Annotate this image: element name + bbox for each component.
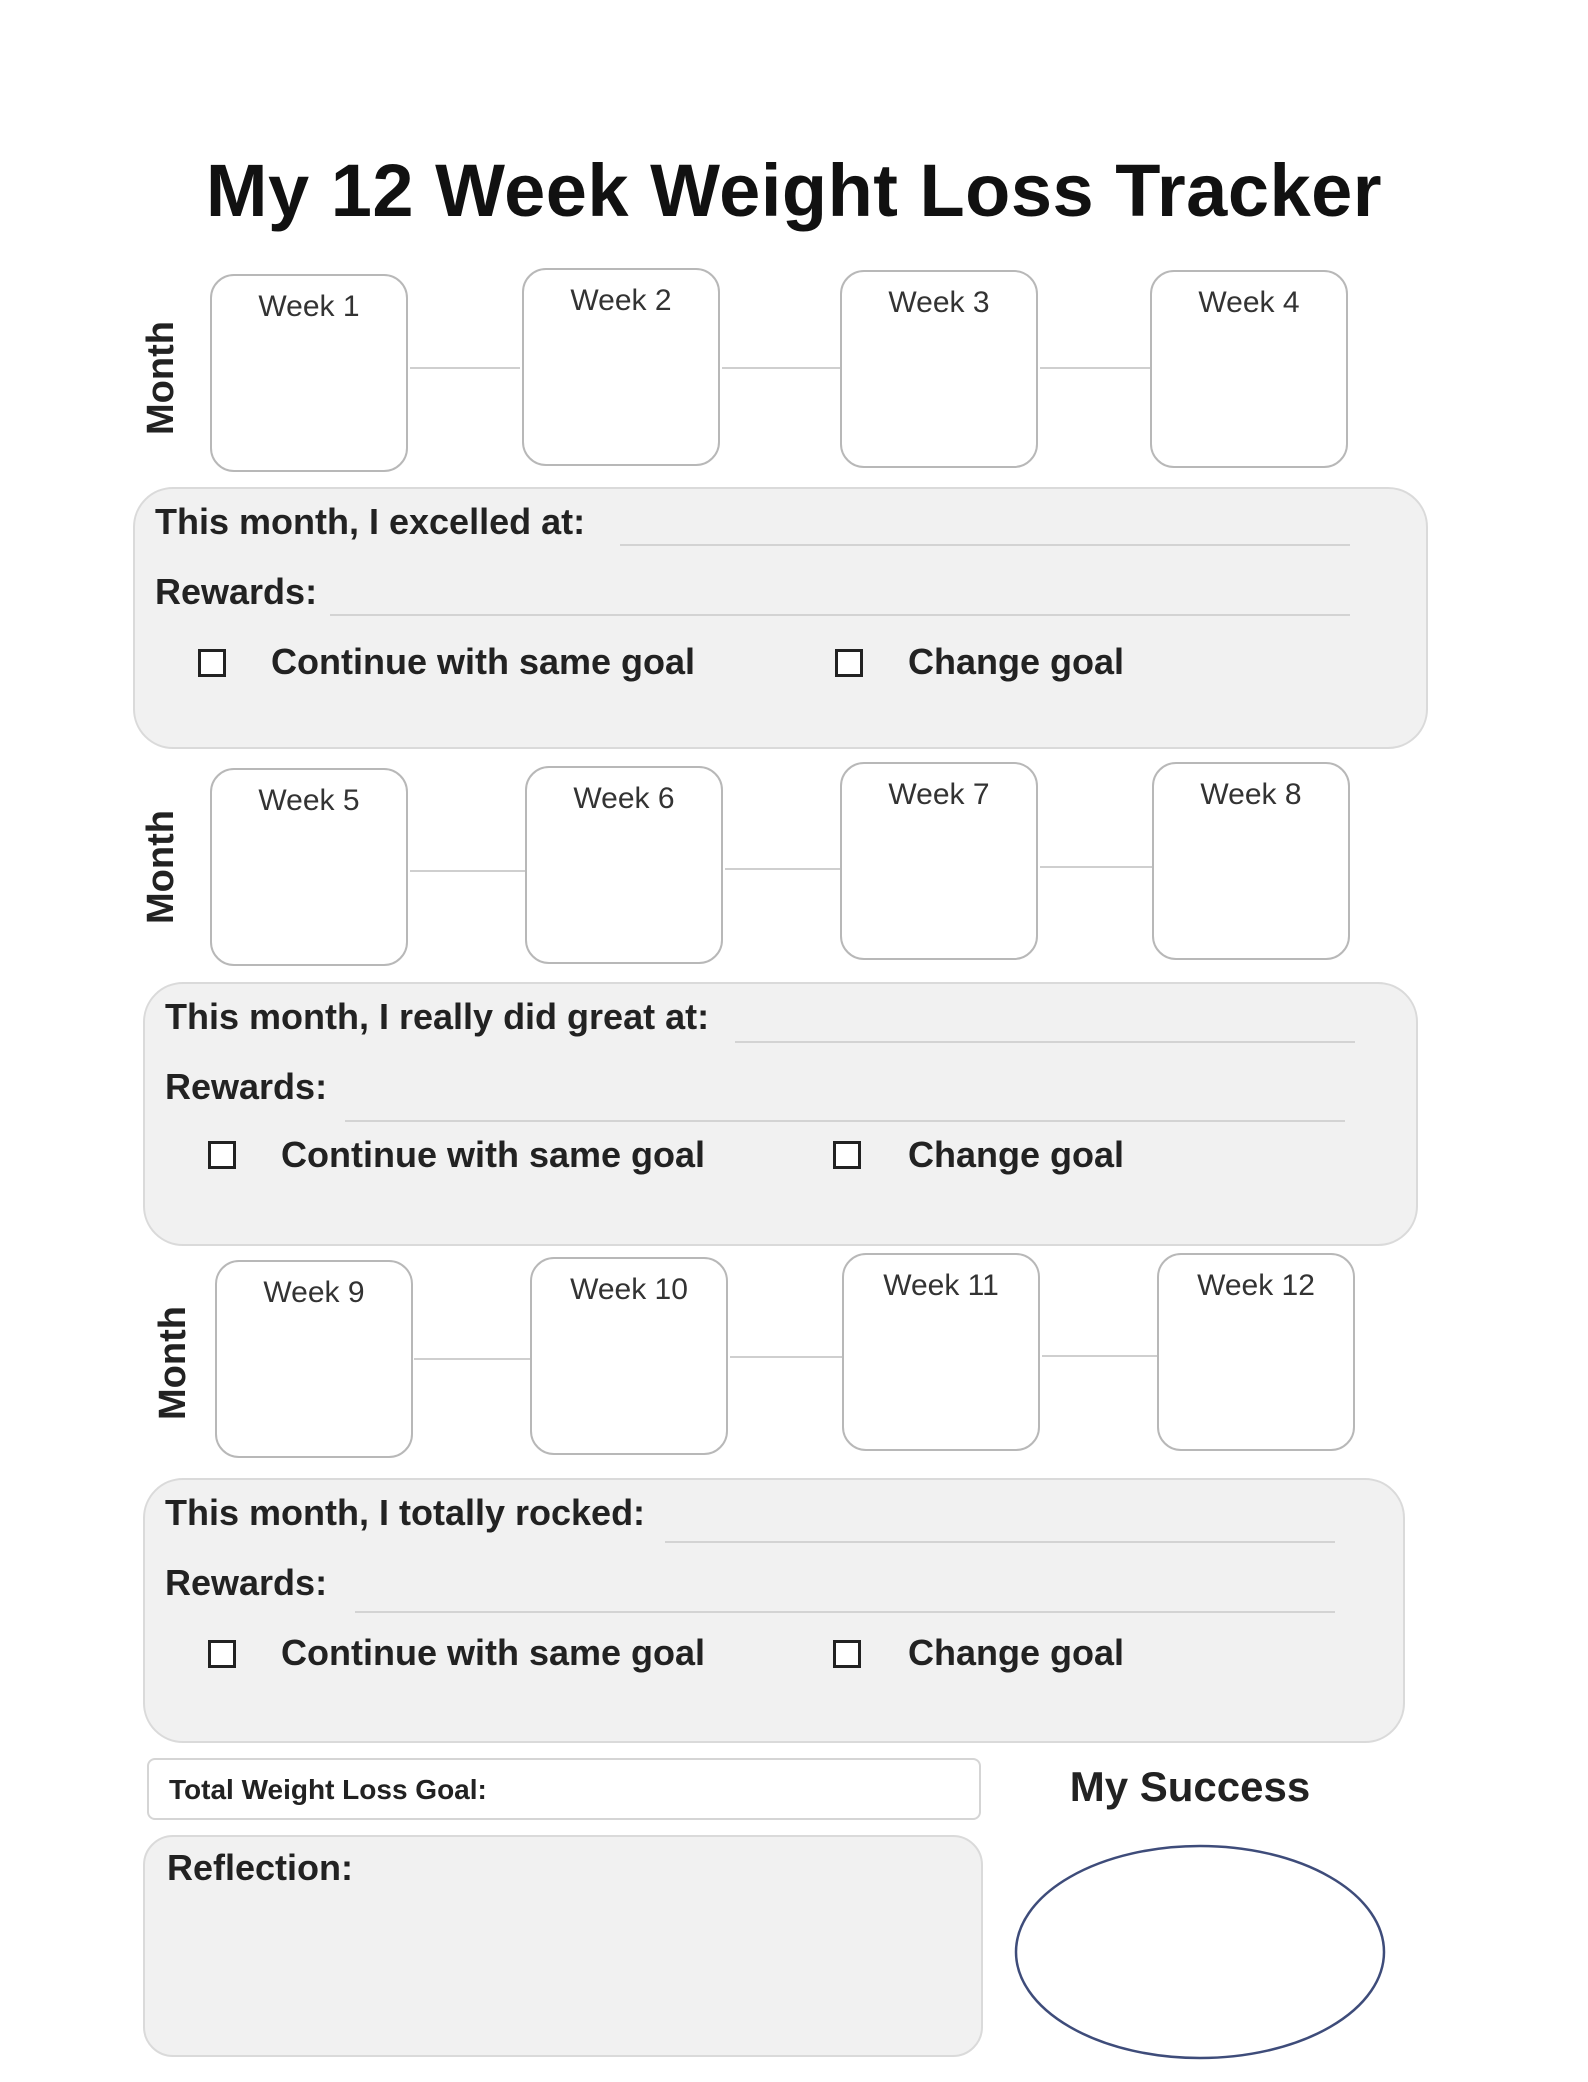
week-label: Week 3: [888, 286, 990, 319]
change-goal-label: Change goal: [908, 1632, 1125, 1673]
page-title: My 12 Week Weight Loss Tracker: [205, 149, 1383, 232]
rewards-answer-line[interactable]: [355, 1611, 1335, 1613]
week-connector: [1040, 866, 1152, 868]
change-goal-checkbox[interactable]: [833, 1640, 861, 1668]
continue-goal-label: Continue with same goal: [271, 641, 696, 682]
reflection-label: Reflection:: [167, 1847, 354, 1888]
month-prompt: This month, I excelled at:: [155, 501, 586, 542]
week-label: Week 8: [1200, 778, 1302, 811]
prompt-answer-line[interactable]: [620, 544, 1350, 546]
week-box-7[interactable]: [840, 762, 1038, 960]
month-label: Month: [140, 321, 182, 435]
success-title: My Success: [1069, 1763, 1311, 1810]
week-connector: [730, 1356, 842, 1358]
rewards-answer-line[interactable]: [330, 614, 1350, 616]
change-goal-checkbox[interactable]: [835, 649, 863, 677]
prompt-answer-line[interactable]: [665, 1541, 1335, 1543]
month-prompt: This month, I totally rocked:: [165, 1492, 646, 1533]
reflection-box[interactable]: [143, 1835, 983, 2057]
week-box-1[interactable]: [210, 274, 408, 472]
week-connector: [410, 870, 525, 872]
week-box-12[interactable]: [1157, 1253, 1355, 1451]
change-goal-checkbox[interactable]: [833, 1141, 861, 1169]
rewards-answer-line[interactable]: [345, 1120, 1345, 1122]
week-box-9[interactable]: [215, 1260, 413, 1458]
total-goal-label: Total Weight Loss Goal:: [169, 1774, 487, 1805]
week-box-11[interactable]: [842, 1253, 1040, 1451]
month-row-2: [0, 762, 1588, 972]
month-prompt: This month, I really did great at:: [165, 996, 710, 1037]
month-label: Month: [152, 1306, 194, 1420]
week-connector: [722, 367, 840, 369]
rewards-label: Rewards:: [165, 1066, 328, 1107]
month-row-1: [0, 270, 1588, 480]
week-label: Week 11: [883, 1269, 999, 1302]
week-label: Week 9: [263, 1276, 365, 1309]
month-row-3: [0, 1255, 1588, 1465]
week-label: Week 10: [570, 1273, 688, 1306]
total-goal-field[interactable]: [147, 1758, 981, 1820]
month-summary-panel-2: [143, 982, 1418, 1246]
week-box-8[interactable]: [1152, 762, 1350, 960]
month-summary-panel-1: [133, 487, 1428, 749]
month-summary-panel-3: [143, 1478, 1405, 1743]
prompt-answer-line[interactable]: [735, 1041, 1355, 1043]
week-box-2[interactable]: [522, 268, 720, 466]
week-connector: [410, 367, 520, 369]
success-ellipse-outline: [1016, 1846, 1384, 2058]
continue-goal-label: Continue with same goal: [281, 1632, 706, 1673]
week-label: Week 5: [258, 784, 360, 817]
success-ellipse[interactable]: [1010, 1840, 1390, 2065]
continue-goal-checkbox[interactable]: [198, 649, 226, 677]
week-label: Week 6: [573, 782, 675, 815]
continue-goal-checkbox[interactable]: [208, 1640, 236, 1668]
week-box-3[interactable]: [840, 270, 1038, 468]
week-label: Week 2: [570, 284, 672, 317]
week-box-5[interactable]: [210, 768, 408, 966]
month-label: Month: [140, 810, 182, 924]
change-goal-label: Change goal: [908, 1134, 1125, 1175]
continue-goal-label: Continue with same goal: [281, 1134, 706, 1175]
change-goal-label: Change goal: [908, 641, 1125, 682]
week-connector: [1042, 1355, 1157, 1357]
week-box-10[interactable]: [530, 1257, 728, 1455]
continue-goal-checkbox[interactable]: [208, 1141, 236, 1169]
week-label: Week 1: [258, 290, 360, 323]
week-box-6[interactable]: [525, 766, 723, 964]
week-label: Week 4: [1198, 286, 1300, 319]
week-label: Week 12: [1197, 1269, 1315, 1302]
week-connector: [1040, 367, 1150, 369]
week-box-4[interactable]: [1150, 270, 1348, 468]
rewards-label: Rewards:: [165, 1562, 328, 1603]
rewards-label: Rewards:: [155, 571, 318, 612]
week-label: Week 7: [888, 778, 990, 811]
week-connector: [725, 868, 840, 870]
week-connector: [414, 1358, 530, 1360]
